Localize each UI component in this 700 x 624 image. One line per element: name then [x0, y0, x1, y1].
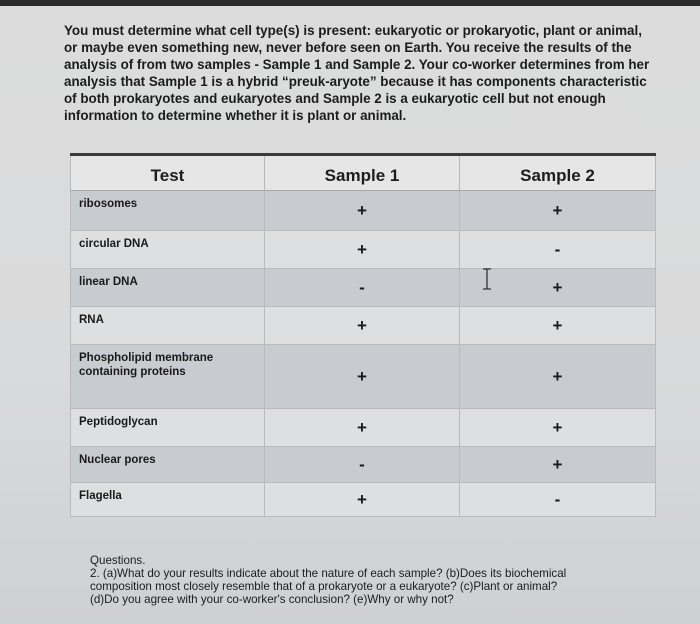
test-name: linear DNA [71, 269, 265, 307]
sample-1-result: + [265, 409, 460, 447]
sample-1-result: + [265, 307, 460, 345]
table-row [71, 483, 656, 517]
results-table-container [70, 153, 655, 517]
text-cursor-icon [480, 268, 494, 290]
questions-block [90, 554, 650, 606]
table-row [71, 191, 656, 231]
table-row [71, 409, 656, 447]
sample-2-result: + [460, 345, 656, 409]
test-name: circular DNA [71, 231, 265, 269]
sample-2-result: + [460, 307, 656, 345]
table-row [71, 307, 656, 345]
sample-2-result: - [460, 483, 656, 517]
table-row [71, 447, 656, 483]
test-name: ribosomes [71, 191, 265, 231]
intro-paragraph: You must determine what cell type(s) is present: eukaryotic or prokaryotic, plant or animal, or maybe even something new, never before seen on Earth. You receive the results of the analysis of from two samples - Sample 1 and Sample 2. Your co-worker determines from her analysis that Sample 1 is a hybrid “preuk-aryote” because it has components characteristic of both prokaryotes and eukaryotes and Sample 2 is a eukaryotic cell but not enough information to determine whether it is plant or animal. [64, 23, 650, 123]
sample-2-result: + [460, 447, 656, 483]
table-row [71, 345, 656, 409]
sample-1-result: + [265, 231, 460, 269]
test-name: RNA [71, 307, 265, 345]
sample-1-result: - [265, 447, 460, 483]
sample-1-result: + [265, 345, 460, 409]
question-line: 2. (a)What do your results indicate about the nature of each sample? (b)Does its biochemical [90, 567, 567, 580]
table-header-row [71, 155, 656, 191]
sample-1-result: + [265, 191, 460, 231]
sample-1-result: + [265, 483, 460, 517]
test-name: Flagella [71, 483, 265, 517]
question-line: composition most closely resemble that of a prokaryote or a eukaryote? (c)Plant or animal? [90, 580, 558, 593]
header-sample-2: Sample 2 [460, 155, 656, 191]
questions-heading: Questions. [90, 554, 146, 567]
sample-1-result: - [265, 269, 460, 307]
table-row [71, 231, 656, 269]
top-border [0, 0, 700, 6]
table-row [71, 269, 656, 307]
header-sample-1: Sample 1 [265, 155, 460, 191]
header-test: Test [71, 155, 265, 191]
test-name: Nuclear pores [71, 447, 265, 483]
sample-2-result: - [460, 231, 656, 269]
sample-2-result: + [460, 269, 656, 307]
sample-2-result: + [460, 191, 656, 231]
sample-2-result: + [460, 409, 656, 447]
results-table [70, 153, 656, 517]
question-line: (d)Do you agree with your co-worker's conclusion? (e)Why or why not? [90, 593, 454, 606]
test-name: Phospholipid membrane containing proteins [71, 345, 265, 409]
test-name: Peptidoglycan [71, 409, 265, 447]
